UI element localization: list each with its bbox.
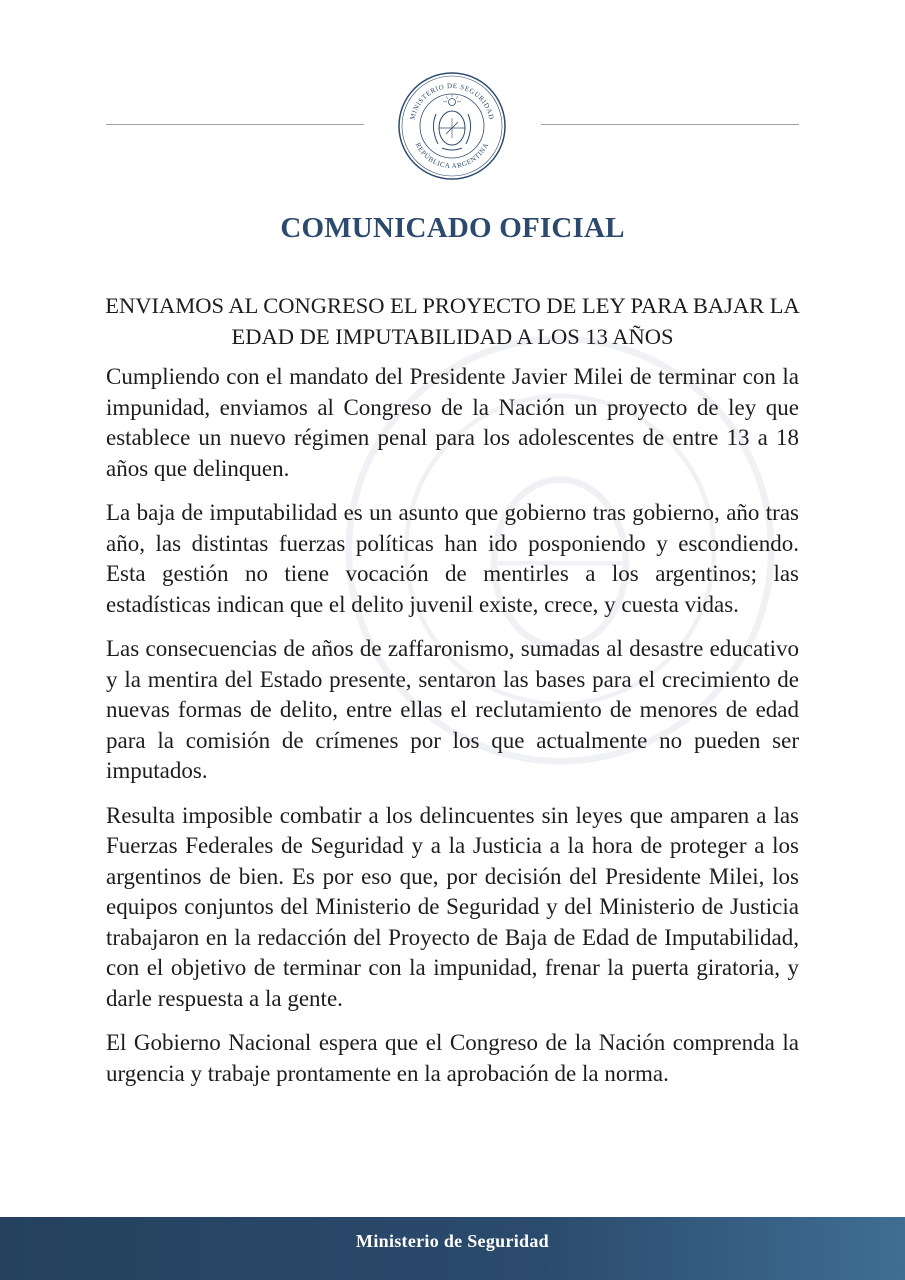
seal-text-bottom: REPÚBLICA ARGENTINA: [413, 141, 491, 171]
header-rule-right: [541, 124, 799, 125]
seal-text-top: MINISTERIO DE SEGURIDAD: [408, 81, 496, 121]
svg-text:REPÚBLICA ARGENTINA: [414, 141, 491, 170]
ministry-seal-logo: [396, 70, 508, 182]
page-title: COMUNICADO OFICIAL: [280, 212, 625, 244]
header-rule-left: [106, 124, 364, 125]
paragraph: El Gobierno Nacional espera que el Congreso de la Nación comprenda la urgencia y trabaje prontamente en la aprobación de la norma.: [106, 1030, 799, 1086]
communique-body: [106, 362, 799, 1103]
footer-bar: [0, 1217, 905, 1280]
headline: ENVIAMOS AL CONGRESO EL PROYECTO DE LEY PARA BAJAR LA EDAD DE IMPUTABILIDAD A LOS 13 AÑOS: [105, 293, 800, 349]
paragraph: Las consecuencias de años de zaffaronismo, sumadas al desastre educativo y la mentira del Estado presente, sentaron las bases para el crecimiento de nuevas formas de delito, entre ellas el reclutamiento de menores de edad para la comisión de crímenes por los que actualmente no pueden ser imputados.: [106, 636, 799, 783]
paragraph: Cumpliendo con el mandato del Presidente Javier Milei de terminar con la impunidad, enviamos al Congreso de la Nación un proyecto de ley que establece un nuevo régimen penal para los adolescentes de entre 13 a 18 años que delinquen.: [106, 364, 799, 481]
letterhead: [0, 0, 905, 190]
footer-label: Ministerio de Seguridad: [356, 1231, 549, 1251]
svg-text:MINISTERIO DE SEGURIDAD: [408, 82, 495, 121]
paragraph: La baja de imputabilidad es un asunto que gobierno tras gobierno, año tras año, las distintas fuerzas políticas han ido posponiendo y escondiendo. Esta gestión no tiene vocación de mentirles a los argentinos; las estadísticas indican que el delito juvenil existe, crece, y cuesta vidas.: [106, 500, 799, 617]
paragraph: Resulta imposible combatir a los delincuentes sin leyes que amparen a las Fuerzas Federales de Seguridad y a la Justicia a la hora de proteger a los argentinos de bien. Es por eso que, por decisión del Presidente Milei, los equipos conjuntos del Ministerio de Seguridad y del Ministerio de Justicia trabajaron en la redacción del Proyecto de Baja de Edad de Imputabilidad, con el objetivo de terminar con la impunidad, frenar la puerta giratoria, y darle respuesta a la gente.: [106, 802, 799, 1011]
